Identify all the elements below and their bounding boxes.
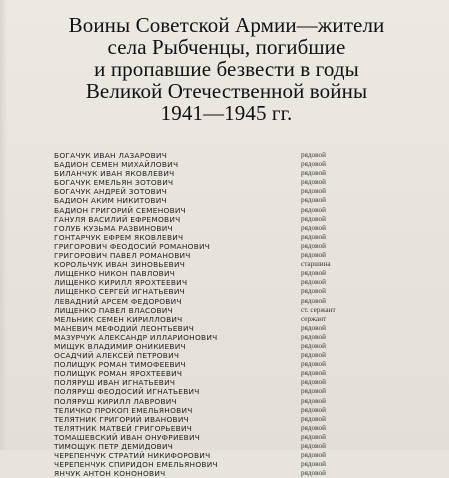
soldier-name: БОГАЧУК ЕМЕЛЬЯН ЗОТОВИЧ bbox=[54, 178, 174, 188]
soldier-name: ЧЕРЕПЕНЧУК СТРАТИЙ НИКИФОРОВИЧ bbox=[54, 451, 211, 461]
roster-row bbox=[54, 151, 394, 160]
soldier-name: МАЗУРЧУК АЛЕКСАНДР ИЛЛАРИОНОВИЧ bbox=[54, 332, 218, 342]
soldier-name: ГОНТАРЧУК ЕФРЕМ ЯКОВЛЕВИЧ bbox=[54, 232, 184, 242]
soldier-roster bbox=[54, 151, 394, 478]
roster-row bbox=[54, 287, 394, 296]
memorial-heading bbox=[22, 14, 431, 124]
soldier-rank: рядовой bbox=[301, 341, 326, 350]
soldier-rank: рядовой bbox=[301, 451, 326, 460]
soldier-rank: рядовой bbox=[301, 205, 326, 214]
soldier-rank: ст. сержант bbox=[301, 305, 336, 314]
roster-row bbox=[54, 415, 394, 424]
soldier-name: ПОЛЯРУШ ФЕОДОСИЙ ИГНАТЬЕВИЧ bbox=[54, 387, 200, 397]
roster-row bbox=[54, 406, 394, 415]
roster-row bbox=[54, 342, 394, 351]
roster-row bbox=[54, 206, 394, 215]
soldier-rank: рядовой bbox=[301, 251, 326, 260]
soldier-rank: рядовой bbox=[301, 414, 326, 423]
soldier-name: БАДИОН ГРИГОРИЙ СЕМЕНОВИЧ bbox=[54, 205, 186, 215]
heading-line-2: села Рыбченцы, погибшие bbox=[107, 35, 346, 59]
roster-row bbox=[54, 333, 394, 342]
soldier-name: ТЕЛИЧКО ПРОКОП ЕМЕЛЬЯНОВИЧ bbox=[54, 405, 193, 415]
roster-row bbox=[54, 169, 394, 178]
soldier-name: ТЕЛЯТНИК МАТВЕЙ ГРИГОРЬЕВИЧ bbox=[54, 423, 193, 433]
soldier-rank: рядовой bbox=[301, 351, 326, 360]
soldier-rank: рядовой bbox=[301, 287, 326, 296]
roster-row bbox=[54, 160, 394, 169]
soldier-name: ТОМАШЕВСКИЙ ИВАН ОНУФРИЕВИЧ bbox=[54, 432, 201, 442]
roster-row bbox=[54, 297, 394, 306]
roster-row bbox=[54, 315, 394, 324]
roster-row bbox=[54, 278, 394, 287]
soldier-rank: рядовой bbox=[301, 269, 326, 278]
roster-row bbox=[54, 224, 394, 233]
soldier-rank: сержант bbox=[301, 314, 327, 323]
roster-row bbox=[54, 324, 394, 333]
soldier-name: БИЛАНЧУК ИВАН ЯКОВЛЕВИЧ bbox=[54, 169, 175, 179]
soldier-name: КОРОЛЬЧУК ИВАН ЗИНОВЬЕВИЧ bbox=[54, 260, 186, 270]
soldier-rank: рядовой bbox=[301, 296, 326, 305]
soldier-name: ЧЕРЕПЕНЧУК СПИРИДОН ЕМЕЛЬЯНОВИЧ bbox=[54, 460, 218, 470]
soldier-rank: рядовой bbox=[301, 323, 326, 332]
soldier-name: ЛИЩЕНКО НИКОН ПАВЛОВИЧ bbox=[54, 269, 176, 279]
soldier-rank: рядовой bbox=[301, 232, 326, 241]
soldier-rank: рядовой bbox=[301, 378, 326, 387]
roster-row bbox=[54, 469, 394, 478]
soldier-name: ПОЛИЩУК РОМАН ТИМОФЕЕВИЧ bbox=[54, 360, 186, 370]
soldier-rank: рядовой bbox=[301, 160, 326, 169]
soldier-name: ГРИГОРОВИЧ ПАВЕЛ РОМАНОВИЧ bbox=[54, 251, 191, 261]
roster-row bbox=[54, 187, 394, 196]
soldier-name: ЯНЧУК АНТОН КОНОНОВИЧ bbox=[54, 469, 166, 478]
heading-line-1: Воины Советской Армии—жители bbox=[68, 13, 385, 37]
soldier-rank: рядовой bbox=[301, 432, 326, 441]
roster-row bbox=[54, 233, 394, 242]
page-edge-shadow bbox=[0, 0, 7, 450]
soldier-name: БОГАЧУК АНДРЕЙ ЗОТОВИЧ bbox=[54, 187, 168, 197]
roster-row bbox=[54, 387, 394, 396]
roster-row bbox=[54, 351, 394, 360]
soldier-name: ГАНУЛЯ ВАСИЛИЙ ЕФРЕМОВИЧ bbox=[54, 214, 181, 224]
soldier-rank: рядовой bbox=[301, 387, 326, 396]
soldier-name: МЕЛЬНИК СЕМЕН КИРИЛЛОВИЧ bbox=[54, 314, 183, 324]
soldier-name: ЛИЩЕНКО КИРИЛЛ ЯРОХТЕЕВИЧ bbox=[54, 278, 188, 288]
soldier-rank: рядовой bbox=[301, 369, 326, 378]
soldier-name: ПОЛИЩУК РОМАН ЯРОХТЕЕВИЧ bbox=[54, 369, 183, 379]
soldier-rank: рядовой bbox=[301, 460, 326, 469]
heading-line-4: Великой Отечественной войны bbox=[85, 79, 368, 103]
roster-row bbox=[54, 433, 394, 442]
soldier-name: ПОЛЯРУШ ИВАН ИГНАТЬЕВИЧ bbox=[54, 378, 176, 388]
roster-row bbox=[54, 269, 394, 278]
heading-line-5: 1941—1945 гг. bbox=[160, 101, 293, 125]
soldier-name: ПОЛЯРУШ КИРИЛЛ ЛАВРОВИЧ bbox=[54, 396, 177, 406]
soldier-rank: рядовой bbox=[301, 223, 326, 232]
roster-row bbox=[54, 196, 394, 205]
soldier-rank: рядовой bbox=[301, 151, 326, 159]
soldier-rank: старшина bbox=[301, 260, 331, 269]
soldier-name: БАДИОН СЕМЕН МИХАЙЛОВИЧ bbox=[54, 160, 179, 170]
soldier-name: ГРИГОРОВИЧ ФЕОДОСИЙ РОМАНОВИЧ bbox=[54, 241, 211, 251]
soldier-name: БОГАЧУК ИВАН ЛАЗАРОВИЧ bbox=[54, 151, 168, 160]
soldier-rank: рядовой bbox=[301, 442, 326, 450]
roster-row bbox=[54, 242, 394, 251]
soldier-rank: рядовой bbox=[301, 469, 326, 478]
soldier-rank: рядовой bbox=[301, 360, 326, 369]
soldier-rank: рядовой bbox=[301, 396, 326, 405]
soldier-name: ТИМОЩУК ПЕТР ДЕМИДОВИЧ bbox=[54, 442, 174, 451]
soldier-name: МИЩУК ВЛАДИМИР ОНИКИЕВИЧ bbox=[54, 341, 186, 351]
soldier-name: МАНЕВИЧ МЕФОДИЙ ЛЕОНТЬЕВИЧ bbox=[54, 323, 195, 333]
soldier-rank: рядовой bbox=[301, 196, 326, 205]
roster-row bbox=[54, 460, 394, 469]
soldier-rank: рядовой bbox=[301, 332, 326, 341]
roster-row bbox=[54, 451, 394, 460]
soldier-rank: рядовой bbox=[301, 187, 326, 196]
soldier-rank: рядовой bbox=[301, 214, 326, 223]
soldier-rank: рядовой bbox=[301, 405, 326, 414]
soldier-name: ЛЕВАДНИЙ АРСЕМ ФЕДОРОВИЧ bbox=[54, 296, 182, 306]
roster-row bbox=[54, 397, 394, 406]
roster-row bbox=[54, 260, 394, 269]
soldier-rank: рядовой bbox=[301, 241, 326, 250]
roster-row bbox=[54, 215, 394, 224]
roster-row bbox=[54, 251, 394, 260]
roster-row bbox=[54, 360, 394, 369]
roster-row bbox=[54, 424, 394, 433]
soldier-name: ЛИЩЕНКО ПАВЕЛ ВЛАСОВИЧ bbox=[54, 305, 173, 315]
soldier-rank: рядовой bbox=[301, 278, 326, 287]
soldier-name: ТЕЛЯТНИК ГРИГОРИЙ ИВАНОВИЧ bbox=[54, 414, 189, 424]
roster-row bbox=[54, 369, 394, 378]
soldier-name: ОСАДЧИЙ АЛЕКСЕЙ ПЕТРОВИЧ bbox=[54, 351, 180, 361]
soldier-rank: рядовой bbox=[301, 423, 326, 432]
soldier-rank: рядовой bbox=[301, 169, 326, 178]
soldier-name: БАДИОН АКИМ НИКИТОВИЧ bbox=[54, 196, 167, 206]
roster-row bbox=[54, 178, 394, 187]
soldier-name: ГОЛУБ КУЗЬМА РАЗВИНОВИЧ bbox=[54, 223, 173, 233]
roster-row bbox=[54, 306, 394, 315]
soldier-rank: рядовой bbox=[301, 178, 326, 187]
heading-line-3: и пропавшие безвести в годы bbox=[94, 57, 359, 81]
roster-row bbox=[54, 378, 394, 387]
soldier-name: ЛИЩЕНКО СЕРГЕЙ ИГНАТЬЕВИЧ bbox=[54, 287, 185, 297]
